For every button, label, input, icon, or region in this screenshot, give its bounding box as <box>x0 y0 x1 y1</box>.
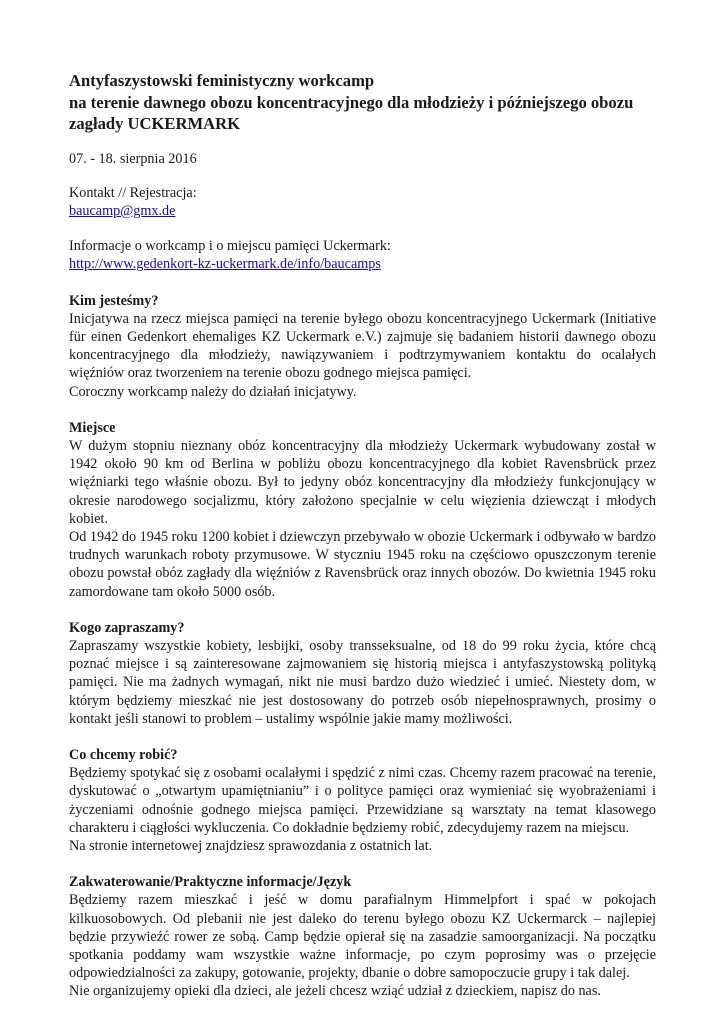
section-heading: Miejsce <box>69 419 116 436</box>
section-heading: Kim jesteśmy? <box>69 292 159 309</box>
section-paragraph: Inicjatywa na rzecz miejsca pamięci na terenie byłego obozu koncentracyjnego Uckermark (Initiative für einen Gedenkort ehemaliges KZ Uckermark e.V.) zajmuje się badaniem historii dawnego obozu koncentracyjnego dla młodzieży, nawiązywaniem i podtrzymywaniem kontaktu do ocalałych więźniów oraz tworzeniem na terenie obozu godnego miejsca pamięci. <box>69 310 656 382</box>
section-paragraph: Coroczny workcamp należy do działań inicjatywy. <box>69 383 357 400</box>
section-heading: Kogo zapraszamy? <box>69 619 185 636</box>
document-title <box>69 70 656 135</box>
section-paragraph: Będziemy spotykać się z osobami ocalałymi i spędzić z nimi czas. Chcemy razem pracować na terenie, dyskutować o „otwartym upamiętnianiu” i o polityce pamięci oraz wymieniać się wyobrażeniami i życzeniami odnośnie godnego miejsca pamięci. Przewidziane są warsztaty na temat klasowego charakteru i ciągłości wykluczenia. Co dokładnie będziemy robić, zdecydujemy razem na miejscu. <box>69 765 656 836</box>
section-paragraph: Zapraszamy wszystkie kobiety, lesbijki, osoby transseksualne, od 18 do 99 roku życia, które chcą poznać miejsce i są zainteresowane zajmowaniem się historią miejsca i antyfaszystowską polityką pamięci. Nie ma żadnych wymagań, nikt nie musi bardzo dużo wiedzieć i umieć. Niestety dom, w którym będziemy mieszkać nie jest dostosowany do potrzeb osób niepełnosprawnych, prosimy o kontakt jeśli stanowi to problem – ustalimy wspólnie jakie mamy możliwości. <box>69 637 656 727</box>
section-who-we-invite <box>69 619 656 728</box>
section-heading: Zakwaterowanie/Praktyczne informacje/Język <box>69 874 352 891</box>
info-url-link[interactable]: http://www.gedenkort-kz-uckermark.de/info/baucamps <box>69 256 381 273</box>
section-paragraph: Nie organizujemy opieki dla dzieci, ale jeżeli chcesz wziąć udział z dzieckiem, napisz do nas. <box>69 983 601 1000</box>
section-paragraph: Na stronie internetowej znajdziesz sprawozdania z ostatnich lat. <box>69 838 433 854</box>
title-line-2: na terenie dawnego obozu koncentracyjnego dla młodzieży i późniejszego obozu zagłady UCKERMARK <box>69 92 634 133</box>
section-who-we-are <box>69 292 656 401</box>
contact-email-link[interactable]: baucamp@gmx.de <box>69 202 176 219</box>
contact-label: Kontakt // Rejestracja: <box>69 184 197 201</box>
section-heading: Co chcemy robić? <box>69 746 178 763</box>
contact-block <box>69 184 656 220</box>
title-line-1: Antyfaszystowski feministyczny workcamp <box>69 71 375 90</box>
section-place <box>69 419 656 601</box>
section-paragraph: W dużym stopniu nieznany obóz koncentracyjny dla młodzieży Uckermark wybudowany został w 1942 około 90 km od Berlina w pobliżu obozu koncentracyjnego dla kobiet Ravensbrück przez więźniarki tego właśnie obozu. Był to jedyny obóz koncentracyjny dla młodzieży funkcjonujący w okresie narodowego socjalizmu, który założono specjalnie w celu więzienia dziewcząt i młodych kobiet. <box>69 437 656 527</box>
info-block <box>69 237 656 273</box>
section-paragraph: Od 1942 do 1945 roku 1200 kobiet i dziewczyn przebywało w obozie Uckermark i odbywało w bardzo trudnych warunkach roboty przymusowe. W styczniu 1945 roku na częściowo opuszczonym terenie obozu powstał obóz zagłady dla więźniów z Ravensbrück oraz innych obozów. Do kwietnia 1945 roku zamordowane tam około 5000 osób. <box>69 528 656 600</box>
section-accommodation <box>69 873 656 1000</box>
section-paragraph: Będziemy razem mieszkać i jeść w domu parafialnym Himmelpfort i spać w pokojach kilkuosobowych. Od plebanii nie jest daleko do terenu byłego obozu KZ Uckermarck – najlepiej będzie przywieźć rower ze sobą. Camp będzie opierał się na zasadzie samoorganizacji. Na początku spotkania poddamy wam wszystkie ważne informacje, po czym poprosimy was o przejęcie odpowiedzialności za zakupy, gotowanie, projekty, dbanie o dobre samopoczucie grupy i tak dalej. <box>69 892 656 982</box>
event-date: 07. - 18. sierpnia 2016 <box>69 150 197 167</box>
info-label: Informacje o workcamp i o miejscu pamięci Uckermark: <box>69 238 391 255</box>
section-what-we-do <box>69 746 656 855</box>
